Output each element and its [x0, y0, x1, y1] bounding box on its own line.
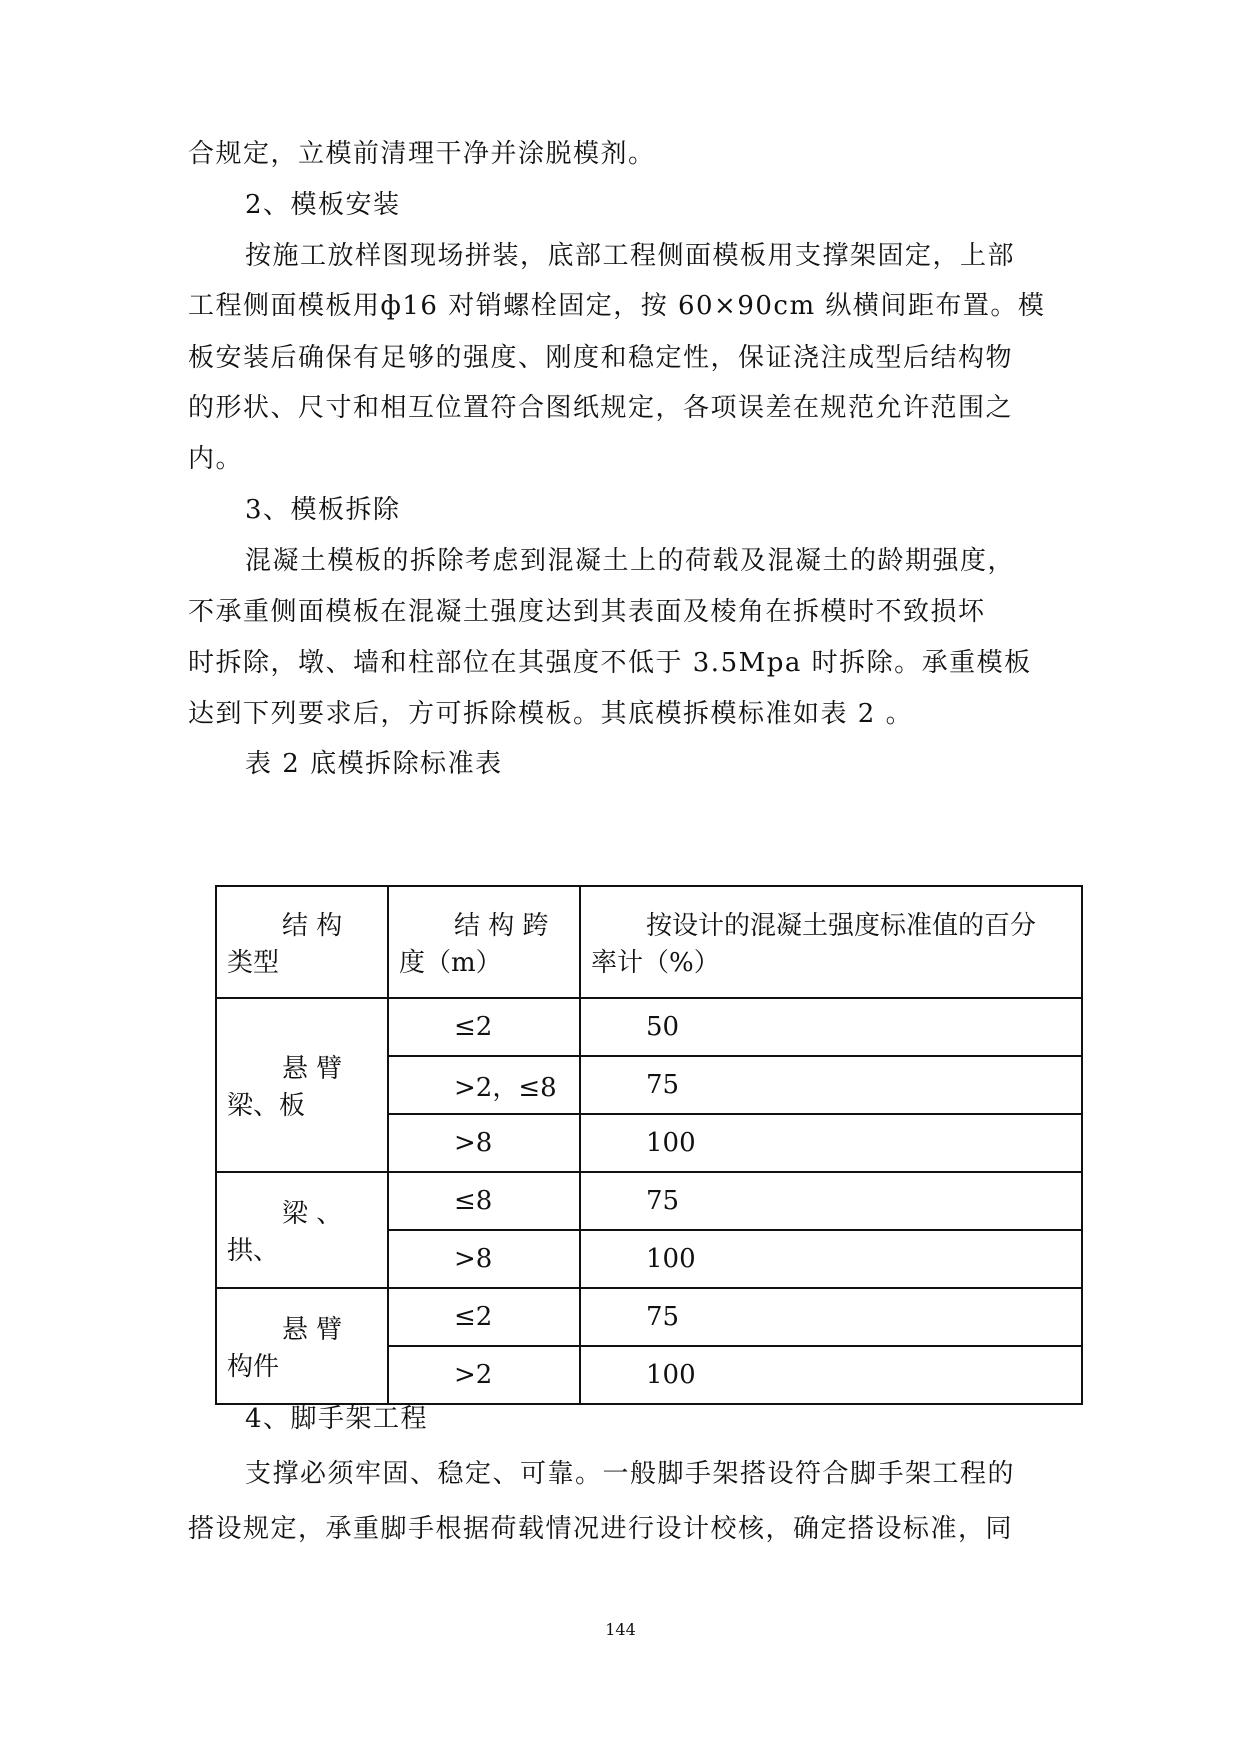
paragraph-line: 时拆除，墩、墙和柱部位在其强度不低于 3.5Mpa 时拆除。承重模板 [188, 648, 1032, 678]
formwork-removal-table [215, 885, 1083, 1405]
table-header-row [216, 886, 1082, 998]
page-number: 144 [605, 1620, 636, 1639]
type-cell: 悬 臂 构件 [216, 1288, 388, 1404]
paragraph-line: 混凝土模板的拆除考虑到混凝土上的荷载及混凝土的龄期强度， [245, 546, 1016, 576]
header-cell-percent: 按设计的混凝土强度标准值的百分 率计（%） [580, 886, 1082, 998]
section-heading-3: 3、模板拆除 [245, 495, 401, 525]
span-cell: >2，≤8 [388, 1056, 580, 1114]
paragraph-line: 支撑必须牢固、稳定、可靠。一般脚手架搭设符合脚手架工程的 [245, 1459, 1016, 1489]
paragraph-line: 搭设规定，承重脚手根据荷载情况进行设计校核，确定搭设标准，同 [188, 1514, 1014, 1544]
header-cell-span: 结 构 跨 度（m） [388, 886, 580, 998]
percent-cell: 100 [580, 1230, 1082, 1288]
span-cell: ≤8 [388, 1172, 580, 1230]
paragraph-line: 合规定，立模前清理干净并涂脱模剂。 [188, 139, 656, 169]
table-row [216, 1172, 1082, 1230]
span-cell: ≤2 [388, 998, 580, 1056]
paragraph-line: 内。 [188, 444, 244, 474]
percent-cell: 100 [580, 1114, 1082, 1172]
paragraph-line: 板安装后确保有足够的强度、刚度和稳定性，保证浇注成型后结构物 [188, 343, 1014, 373]
type-cell: 悬 臂 梁、板 [216, 998, 388, 1172]
paragraph-line: 达到下列要求后，方可拆除模板。其底模拆模标准如表 2 。 [188, 699, 914, 729]
paragraph-line: 不承重侧面模板在混凝土强度达到其表面及棱角在拆模时不致损坏 [188, 597, 986, 627]
header-cell-type: 结 构 类型 [216, 886, 388, 998]
table-caption: 表 2 底模拆除标准表 [245, 749, 503, 779]
percent-cell: 75 [580, 1172, 1082, 1230]
table-row [216, 1288, 1082, 1346]
paragraph-line: 的形状、尺寸和相互位置符合图纸规定，各项误差在规范允许范围之 [188, 393, 1014, 423]
paragraph-line: 工程侧面模板用ф16 对销螺栓固定，按 60×90cm 纵横间距布置。模 [188, 291, 1046, 321]
paragraph-line: 按施工放样图现场拼装，底部工程侧面模板用支撑架固定，上部 [245, 241, 1016, 271]
percent-cell: 75 [580, 1056, 1082, 1114]
section-heading-2: 2、模板安装 [245, 190, 401, 220]
span-cell: >8 [388, 1114, 580, 1172]
span-cell: ≤2 [388, 1288, 580, 1346]
span-cell: >8 [388, 1230, 580, 1288]
percent-cell: 100 [580, 1346, 1082, 1404]
percent-cell: 75 [580, 1288, 1082, 1346]
type-cell: 梁 、 拱、 [216, 1172, 388, 1288]
section-heading-4: 4、脚手架工程 [245, 1404, 429, 1434]
span-cell: >2 [388, 1346, 580, 1404]
table-row [216, 998, 1082, 1056]
percent-cell: 50 [580, 998, 1082, 1056]
